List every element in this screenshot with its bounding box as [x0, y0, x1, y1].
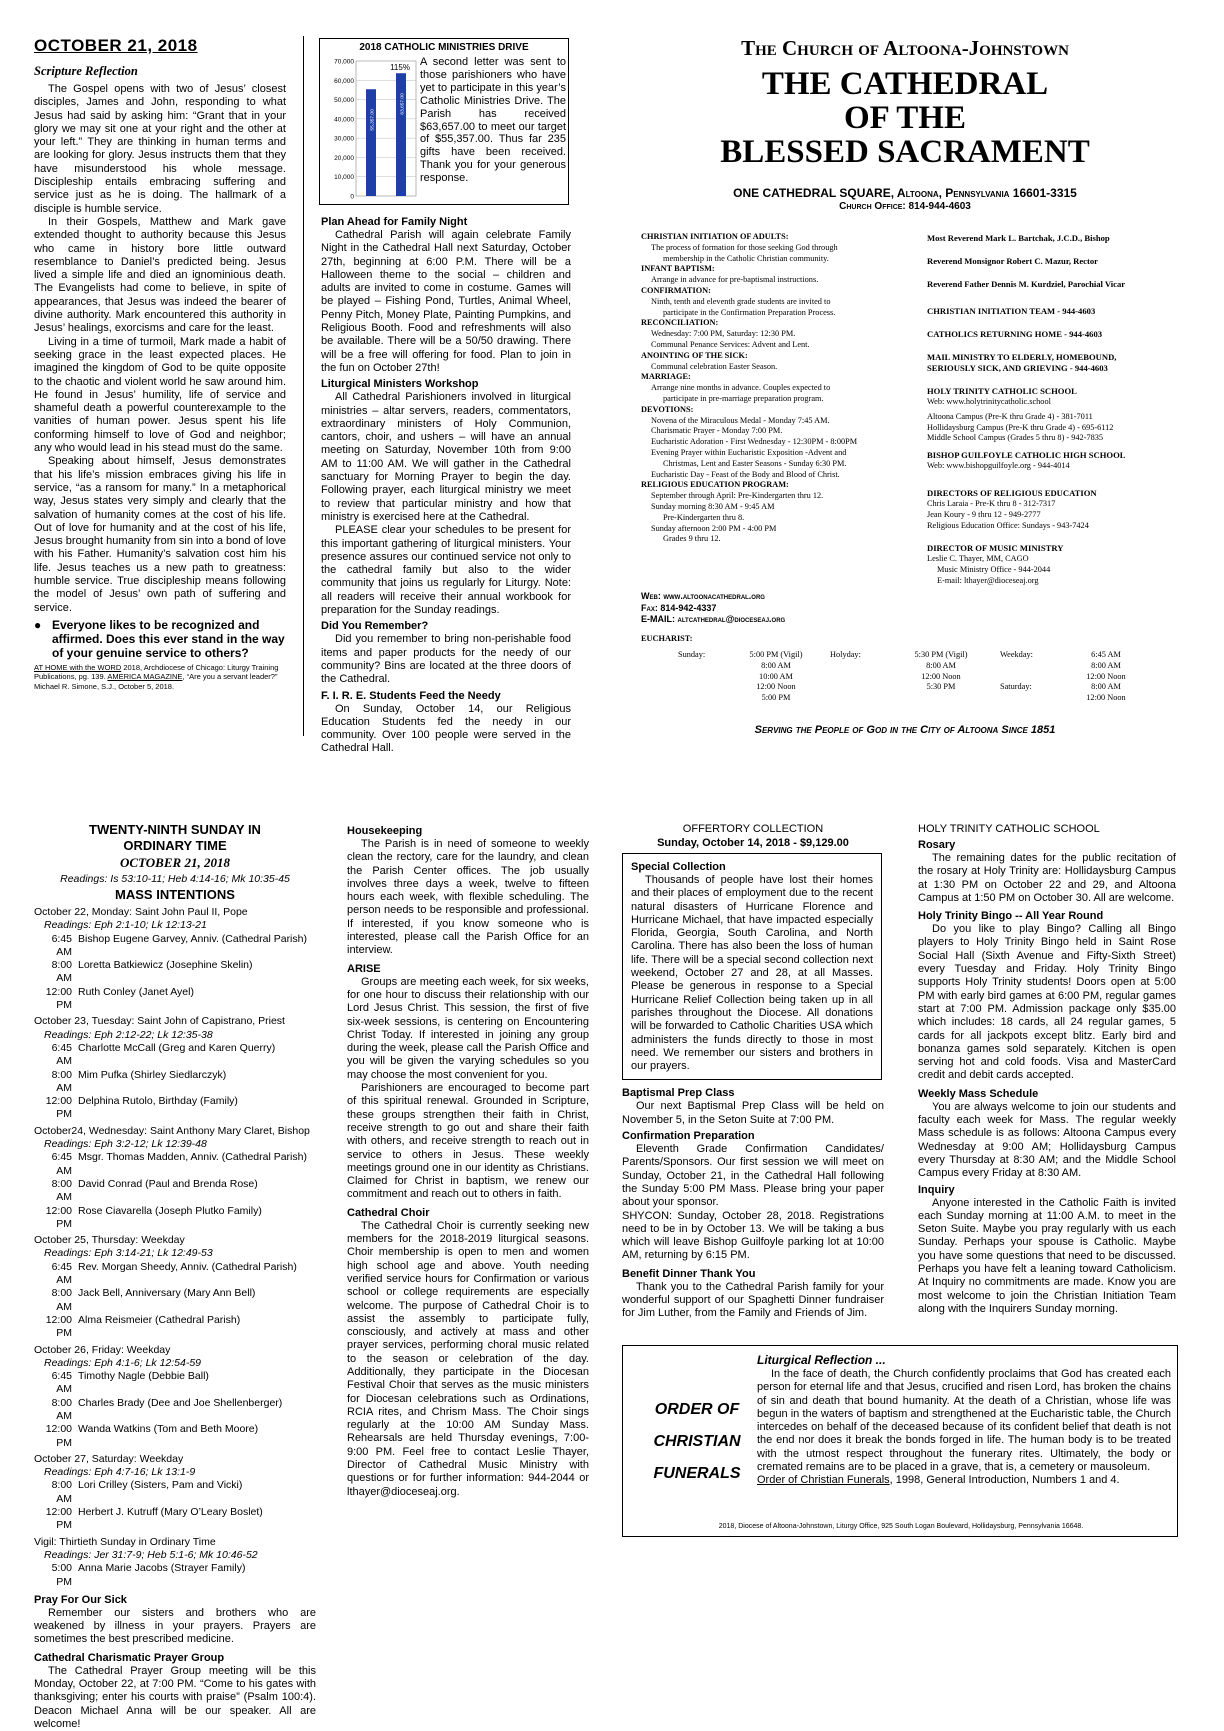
reflection-title: Liturgical Reflection ... [757, 1353, 886, 1367]
mass-row [34, 1370, 316, 1397]
drive-chart [320, 53, 420, 205]
staff-line: Leslie C. Thayer, MM, CAGO [927, 554, 1029, 564]
mass-row [34, 1397, 316, 1424]
staff-heading: SERIOUSLY SICK, AND GRIEVING - 944-4603 [927, 363, 1108, 373]
drive-text: A second letter was sent to those parishioners who have yet to participate in this year’s Catholic Ministries Drive. The Parish has received $63,657.00 to meet our target of $55,357.00. Thus far 235 gifts have been received. Thank you for your generous response. [420, 56, 566, 185]
mass-row [34, 1506, 316, 1533]
eucharist-cell: Holyday: [830, 650, 861, 659]
eucharist-cell: 12:00 Noon [1086, 693, 1126, 703]
staff-line: Middle School Campus (Grades 5 thru 8) - 942-7835 [927, 433, 1104, 443]
baptismal-para: Our next Baptismal Prep Class will be held on November 5, in the Seton Suite at 7:00 PM. [622, 1100, 884, 1126]
section-title: F. I. R. E. Students Feed the Needy [321, 689, 501, 702]
sick-para: Remember our sisters and brothers who are weakened by illness in your prayers. Prayers are sometimes the best prescribed medicine. [34, 1606, 316, 1646]
directory-line: Ninth, tenth and eleventh grade students are invited to [651, 296, 831, 306]
sacraments-directory [641, 232, 931, 545]
eucharist-cell: 5:00 PM [761, 693, 791, 703]
serving-line: Serving the People of God in the City of Altoona Since 1851 [754, 724, 1056, 736]
mass-intention: Loretta Batkiewicz (Josephine Skelin) [78, 959, 253, 972]
y-tick-label: 40,000 [334, 116, 354, 124]
directory-line: Wednesday: 7:00 PM, Saturday: 12:30 PM. [651, 329, 796, 339]
mass-day-readings: Readings: Eph 4:7-16; Lk 13:1-9 [44, 1466, 196, 1479]
staff-heading: Most Reverend Mark L. Bartchak, J.C.D., Bishop [927, 233, 1110, 243]
eucharist-cell [830, 661, 882, 672]
vigil-readings: Readings: Jer 31:7-9; Heb 5:1-6; Mk 10:46-52 [44, 1548, 258, 1561]
mass-row [34, 1205, 316, 1232]
staff-line: Music Ministry Office - 944-2044 [937, 565, 1051, 575]
scripture-para: Speaking about himself, Jesus demonstrates that his life’s mission embraces giving his life in service, “as a ransom for many.” In a metaphorical way, Jesus states very simply and clearly that the salvation of humanity comes at the cost of his life. Out of love for humanity and at the cost of his life, Jesus brought humanity from sin into a bond of love with his Father. Humanity’s salvation cost him his life. Jesus teaches us a new path to greatness: humble service. True discipleship means following the model of Jesus’ own path of suffering and service. [34, 455, 286, 614]
benefit-para: Thank you to the Cathedral Parish family for your wonderful support of our Spaghetti Dinner fundraiser for Jim Luther, from the Family and Friends of Jim. [622, 1280, 884, 1320]
staff-heading: DIRECTORS OF RELIGIOUS EDUCATION [927, 487, 1097, 498]
mass-time: 8:00 AM [51, 1177, 72, 1204]
plot-area [356, 61, 416, 196]
eucharist-row [678, 682, 1136, 693]
cathedral-title: OF THE [844, 100, 966, 136]
directory-heading: ANOINTING OF THE SICK: [641, 350, 748, 360]
announcements-column [321, 213, 571, 756]
directory-line: September through April: Pre-Kindergarten thru 12. [651, 491, 824, 501]
mass-row [34, 959, 316, 986]
special-collection-box [622, 853, 882, 1080]
directory-line: Christmas, Lent and Easter Seasons - Sunday 6:30 PM. [663, 458, 847, 468]
mass-row [34, 1042, 316, 1069]
eucharist-row [678, 650, 1136, 661]
charismatic-para: The Cathedral Prayer Group meeting will be this Monday, October 22, at 7:00 PM. “Come to his gates with thanksgiving; enter his courts with praise” (Psalm 100:4). Deacon Michael Anna will be our speaker. All are welcome! [34, 1664, 316, 1730]
directory-heading: MARRIAGE: [641, 372, 691, 382]
eucharist-cell: 6:45 AM [1091, 650, 1121, 659]
eucharist-cell: 5:30 PM (Vigil) [914, 650, 968, 659]
remember-para: Did you remember to bring non-perishable food items and paper products for the needy of our community? Bins are located at the three doors of the Cathedral. [321, 633, 571, 686]
mass-intention: Msgr. Thomas Madden, Anniv. (Cathedral Parish) [78, 1151, 307, 1164]
staff-line: Hollidaysburg Campus (Pre-K thru Grade 4) - 695-6112 [927, 422, 1114, 432]
y-tick-label: 70,000 [334, 58, 354, 66]
staff-heading: BISHOP GUILFOYLE CATHOLIC HIGH SCHOOL [927, 450, 1126, 461]
directory-heading: CHRISTIAN INITIATION OF ADULTS: [641, 232, 789, 241]
masthead [620, 36, 1190, 213]
eucharist-cell: 5:00 PM (Vigil) [749, 650, 803, 659]
section-title: Cathedral Charismatic Prayer Group [34, 1651, 225, 1664]
mass-day [34, 1344, 316, 1450]
eucharist-cell [678, 693, 722, 704]
section-title: Confirmation Preparation [622, 1130, 755, 1143]
sunday-title: ORDINARY TIME [123, 838, 227, 853]
eucharist-cell [1000, 693, 1076, 704]
ministries-drive-box [319, 38, 569, 205]
y-tick-label: 20,000 [334, 154, 354, 162]
shycon-para: SHYCON: Sunday, October 28, 2018. Registrations need to be in by October 13. We will be taking a bus which will leave Bishop Guilfoyle parking lot at 10:00 AM, returning by 6:15 PM. [622, 1209, 884, 1262]
eucharist-cell [678, 661, 722, 672]
mass-day-title: October 23, Tuesday: Saint John of Capistrano, Priest [34, 1015, 285, 1028]
directory-heading: RECONCILIATION: [641, 318, 719, 328]
percent-annotation: 115% [390, 63, 410, 73]
mass-row [34, 933, 316, 960]
mass-row [34, 1261, 316, 1288]
staff-directory [927, 233, 1197, 587]
eucharist-cell [1000, 661, 1076, 672]
directory-line: participate in pre-marriage preparation program. [663, 393, 824, 403]
mass-row [34, 986, 316, 1013]
mass-time: 6:45 AM [51, 1151, 72, 1177]
reflection-para: In the face of death, the Church confidently proclaims that God has created each person for eternal life and that Jesus, crucified and risen Lord, has broken the chains of sin and death that bound humanity. At the death of a Christian, whose life was begun in the waters of baptism and strengthened at the Eucharistic table, the Church intercedes on behalf of the deceased because of its confident belief that death is not the end nor does it break the bonds forged in life. The human body is to be treated with the utmost respect throughout the funerary rites. Ultimately, the body or cremated remains are to be placed in a grave, that is, a cemetery or mausoleum. [757, 1368, 1171, 1474]
section-title: Weekly Mass Schedule [918, 1087, 1039, 1100]
mass-time: 6:45 AM [51, 932, 72, 958]
mass-intention: Charles Brady (Dee and Joe Shellenberger) [78, 1396, 283, 1409]
mass-day-title: October 25, Thursday: Weekday [34, 1234, 185, 1247]
eucharist-cell: Saturday: [1000, 682, 1032, 692]
cathedral-title: THE CATHEDRAL [761, 66, 1049, 102]
chart-title: 2018 CATHOLIC MINISTRIES DRIVE [359, 42, 529, 53]
mass-time: 8:00 AM [51, 959, 72, 985]
fax-number: Fax: 814-942-4337 [641, 602, 717, 613]
bar-1 [396, 73, 406, 196]
staff-heading: CATHOLICS RETURNING HOME - 944-4603 [927, 329, 1103, 339]
staff-line: Web: www.bishopguilfoyle.org - 944-4014 [927, 461, 1070, 471]
directory-line: Pre-Kindergarten thru 8. [663, 512, 745, 522]
directory-line: Communal celebration Easter Season. [651, 361, 778, 371]
y-tick-label: 50,000 [334, 97, 354, 105]
liturgy-office-footer: 2018, Diocese of Altoona-Johnstown, Liturgy Office, 925 South Logan Boulevard, Hollidaysburg, Pennsylvania 16648. [718, 1523, 1084, 1530]
mass-day [34, 906, 316, 1012]
mass-intention: Rev. Morgan Sheedy, Anniv. (Cathedral Parish) [78, 1260, 297, 1273]
eucharist-row [678, 672, 1136, 683]
church-name: The Church of Altoona-Johnstown [741, 36, 1069, 60]
section-title: Cathedral Choir [347, 1206, 430, 1219]
directory-line: The process of formation for those seeking God through [651, 242, 838, 252]
mass-day-readings: Readings: Eph 3:2-12; Lk 12:39-48 [44, 1138, 207, 1151]
staff-line: E-mail: lthayer@dioceseaj.org [937, 575, 1039, 585]
directory-heading: RELIGIOUS EDUCATION PROGRAM: [641, 480, 789, 490]
staff-heading: Reverend Monsignor Robert C. Mazur, Rector [927, 256, 1098, 266]
staff-heading: HOLY TRINITY CATHOLIC SCHOOL [927, 386, 1077, 396]
sunday-readings: Readings: Is 53:10-11; Heb 4:14-16; Mk 10:35-45 [60, 873, 290, 885]
staff-line: Religious Education Office: Sundays - 943-7424 [927, 520, 1089, 530]
scripture-column [34, 36, 286, 691]
mass-row [34, 1314, 316, 1341]
sunday-date: OCTOBER 21, 2018 [120, 855, 230, 870]
y-tick-label: 60,000 [334, 77, 354, 85]
directory-heading: INFANT BAPTISM: [641, 264, 715, 274]
directory-heading: DEVOTIONS: [641, 404, 694, 414]
school-column [918, 822, 1176, 1316]
liturgical-reflection-box [622, 1345, 1178, 1537]
mass-row [34, 1479, 316, 1506]
mass-row [34, 1069, 316, 1096]
directory-line: Novena of the Miraculous Medal - Monday 7:45 AM. [651, 415, 830, 425]
workshop-para: All Cathedral Parishioners involved in liturgical ministries – altar servers, readers, commentators, extraordinary ministers of Holy Communion, cantors, choir, and ushers – will have an annual meeting on Saturday, November 10th from 9:00 AM to 11:00 AM. We will gather in the Cathedral sanctuary for Morning Prayer to begin the day. Following prayer, each liturgical ministry we meet to review that particular ministry and how that ministry is exercised here at the Cathedral. [321, 391, 571, 523]
reflection-citation: Order of Christian Funerals, 1998, General Introduction, Numbers 1 and 4. [757, 1474, 1120, 1487]
staff-heading: CHRISTIAN INITIATION TEAM - 944-4603 [927, 306, 1096, 316]
vigil-line: Vigil: Thirtieth Sunday in Ordinary Time [34, 1535, 216, 1548]
section-title: Liturgical Ministers Workshop [321, 378, 479, 391]
directory-line: Evening Prayer within Eucharistic Exposition -Advent and [651, 447, 847, 457]
mass-time: 6:45 AM [51, 1370, 72, 1396]
mass-row [34, 1287, 316, 1314]
mass-row [34, 1095, 316, 1122]
directory-line: participate in the Confirmation Preparation Process. [663, 307, 836, 317]
mass-day [34, 1453, 316, 1533]
staff-heading: DIRECTOR OF MUSIC MINISTRY [927, 543, 1064, 554]
y-tick-label: 30,000 [334, 135, 354, 143]
eucharist-cell [678, 672, 722, 683]
scripture-para: The Gospel opens with two of Jesus’ closest disciples, James and John, responding to what Jesus had said by asking him: “Grant that in your glory we may sit one at your right and the other at your left.” They are thinking in human terms and are looking for glory. Jesus instructs them that they have misunderstood his whole message. Discipleship entails embracing suffering and service just as he is doing. The hallmark of a disciple is humble service. [34, 83, 286, 215]
mass-day-readings: Readings: Eph 2:12-22; Lk 12:35-38 [44, 1028, 213, 1041]
school-title: HOLY TRINITY CATHOLIC SCHOOL [918, 823, 1100, 835]
eucharist-row [678, 661, 1136, 672]
mass-day [34, 1125, 316, 1231]
directory-line: membership in the Catholic Christian community. [663, 253, 829, 263]
directory-line: Eucharistic Day - Feast of the Body and Blood of Christ. [651, 469, 840, 479]
directory-line: Charismatic Prayer - Monday 7:00 PM. [651, 426, 783, 436]
eucharist-cell: 8:00 AM [926, 660, 956, 670]
rosary-para: The remaining dates for the public recitation of the rosary at Holy Trinity are: Hollidaysburg Campus at 1:30 PM on October 22 and 29, and Altoona Campus at 1:50 PM on October 30. All are welcome. [918, 852, 1176, 904]
section-title: Did You Remember? [321, 620, 429, 633]
mass-day [34, 1234, 316, 1340]
mass-intention: Jack Bell, Anniversary (Mary Ann Bell) [78, 1287, 256, 1300]
fire-para: On Sunday, October 14, our Religious Education Students fed the needy in our community. Over 100 people were served in the Cathedral Hall. [321, 702, 571, 755]
family-night-para: Cathedral Parish will again celebrate Family Night in the Cathedral Hall next Saturday, October 27th, beginning at 6:00 P.M. There will be a Halloween theme to the social – children and adults are invited to come in costume. Games will be played – Fishing Pond, Turtles, Animal Wheel, Penny Pitch, Money Plate, Painting Pumpkins, and Religious Booth. Food and refreshments will also be available. There will be a 50/50 drawing. There will be a free will offering for food. Plan to join in the fun on October 27th! [321, 229, 571, 374]
mass-day-readings: Readings: Eph 3:14-21; Lk 12:49-53 [44, 1247, 213, 1260]
bar-value-label: 55,357.00 [370, 109, 376, 131]
mass-row [34, 1423, 316, 1450]
weekly-mass-para: You are always welcome to join our students and faculty each week for Mass. The regular weekly Mass schedule is as follows: Altoona Campus every Wednesday at 9:00 AM; Hollidaysburg Campus every Thursday at 8:30 AM; and the Middle School Campus every Friday at 8:30 AM. [918, 1100, 1176, 1180]
section-title: Benefit Dinner Thank You [622, 1267, 756, 1280]
staff-line: Chris Laraia - Pre-K thru 8 - 312-7317 [927, 498, 1056, 508]
section-title: Holy Trinity Bingo -- All Year Round [918, 910, 1104, 923]
eucharist-cell [882, 693, 1000, 704]
mass-day-readings: Readings: Eph 2:1-10; Lk 12:13-21 [44, 919, 207, 932]
eucharist-schedule [678, 650, 1136, 704]
mass-day-title: October 22, Monday: Saint John Paul II, Pope [34, 906, 248, 918]
mass-time: 6:45 AM [51, 1041, 72, 1068]
eucharist-cell: 12:00 Noon [756, 682, 796, 692]
parish-notes-column [347, 822, 589, 1499]
staff-heading: Reverend Father Dennis M. Kurdziel, Parochial Vicar [927, 279, 1126, 289]
staff-line: Altoona Campus (Pre-K thru Grade 4) - 381-7011 [927, 411, 1093, 421]
staff-line: Jean Koury - 9 thru 12 - 949-2777 [927, 509, 1041, 519]
mass-time: 6:45 AM [51, 1260, 72, 1287]
church-address: ONE CATHEDRAL SQUARE, Altoona, Pennsylvania 16601-3315 [733, 186, 1077, 200]
eucharist-cell [830, 672, 882, 683]
eucharist-cell: 8:00 AM [1091, 660, 1121, 670]
mass-intention: Wanda Watkins (Tom and Beth Moore) [78, 1423, 259, 1436]
mass-intention: Ruth Conley (Janet Ayel) [78, 985, 194, 998]
mass-intention: Bishop Eugene Garvey, Anniv. (Cathedral Parish) [78, 932, 307, 945]
web-link[interactable]: Web: www.altoonacathedral.org [641, 591, 765, 601]
bullet-icon: ● [34, 617, 42, 632]
eucharist-cell: 5:30 PM [926, 682, 956, 692]
offertory-title: OFFERTORY COLLECTION [682, 823, 824, 835]
mass-time: 8:00 AM [51, 1068, 72, 1094]
mass-time: 8:00 AM [51, 1479, 72, 1505]
scripture-para: Living in a time of turmoil, Mark made a habit of seeking grace in the least expected places. He imagined the kingdom of God to be quite opposite to the chaotic and violent world he saw around him. He found in Jesus’ humility, life of service and shameful death a powerful counterexample to the vanities of human power. Jesus spent his life conforming himself to love of God and neighbor; any who would lead in his stead must do the same. [34, 335, 286, 455]
eucharist-cell [678, 682, 722, 693]
column-divider [303, 36, 304, 736]
church-office: Church Office: 814-944-4603 [839, 201, 971, 212]
directory-line: Arrange in advance for pre-baptismal instructions. [651, 275, 819, 285]
mass-day-title: October24, Wednesday: Saint Anthony Mary Claret, Bishop [34, 1124, 310, 1137]
choir-para: The Cathedral Choir is currently seeking new members for the 2018-2019 liturgical seasons. Choir membership is open to men and women high school age and above. Youth needing verified service hours for Confirmation or various school or college requirements are especially welcome. The purpose of Cathedral Choir is to assist the assembly to participate fully, consciously, and actively at mass and other prayer services, performing choral music related to the season or celebration of the day. Additionally, they participate in the Diocesan Festival Choir that serves as the music ministers for Diocesan celebrations such as Ordinations, RCIA rites, and Chrism Mass. The Choir sings regularly at the 10:00 AM Sunday Mass. Rehearsals are held Thursday evenings, 7:00-9:00 PM. Feel free to contact Leslie Thayer, Director of Cathedral Music Ministry with questions or for further information: 944-2044 or lthayer@dioceseaj.org. [347, 1219, 589, 1498]
mass-intention: Herbert J. Kutruff (Mary O’Leary Boslet) [78, 1506, 263, 1519]
contact-block [641, 591, 785, 626]
mass-time: 12:00 PM [45, 1506, 72, 1532]
reflection-question: ● Everyone likes to be recognized and affirmed. Does this ever stand in the way of your genuine service to others? [34, 617, 285, 660]
scripture-para: In their Gospels, Matthew and Mark gave extended thought to authority because this Jesus who came in history bore little outward resemblance to Daniel’s predicted being. Jesus lived a simple life and died an ignominious death. The Evangelists had come to believe, in spite of appearances, that Jesus was indeed the bearer of divine authority. Mark encountered this authority in Jesus’ healings, exorcisms and care for the least. [34, 215, 286, 335]
eucharist-cell [1000, 672, 1076, 683]
bingo-para: Do you like to play Bingo? Calling all Bingo players to Holy Trinity Bingo held in Saint Rose Social Hall (Sixth Avenue and Fifty-Sixth Street) every Tuesday and Friday. Holy Trinity Bingo supports Holy Trinity students! Doors open at 5:00 PM with early bird games at 6:00 PM, regular games start at 7:00 PM. Admission package only $35.00 which includes: 18 cards, all 24 regular games, 5 cards for all jackpots except blitz. Early bird and bonanza games sold separately. Kitchen is open serving hot and cold foods. Visa and MasterCard credit and debit cards accepted. [918, 923, 1176, 1082]
mass-day-readings: Readings: Eph 4:1-6; Lk 12:54-59 [44, 1356, 202, 1369]
section-title: Plan Ahead for Family Night [321, 216, 468, 228]
funerals-side-title: ORDER OF CHRISTIAN FUNERALS [653, 1401, 741, 1482]
mass-row [34, 1178, 316, 1205]
eucharist-cell: Sunday: [678, 650, 706, 659]
section-title: Pray For Our Sick [34, 1593, 127, 1606]
directory-line: Grades 9 thru 12. [663, 534, 721, 544]
y-tick-label: 10,000 [334, 174, 354, 182]
sunday-title: TWENTY-NINTH SUNDAY IN [89, 822, 261, 837]
bar-value-label: 63,657.00 [400, 93, 406, 115]
section-title: Special Collection [631, 861, 726, 873]
mass-intention: Rose Ciavarella (Joseph Plutko Family) [78, 1204, 262, 1217]
offertory-column [622, 822, 884, 1321]
mass-days [34, 906, 316, 1533]
mass-day [34, 1015, 316, 1121]
arise-para: Parishioners are encouraged to become part of this spiritual renewal. Grounded in Scripture, these groups strengthen their faith in Christ, receive strength to go out and share their faith with others, and receive strength to reach out in service to others in Jesus. These weekly meetings ground one in our identity as Christians. Claimed for Christ in baptism, we renew our commitment and reach out to others in faith. [347, 1082, 589, 1201]
section-title: Rosary [918, 839, 956, 851]
section-title: Baptismal Prep Class [622, 1087, 735, 1100]
mass-intentions-heading: MASS INTENTIONS [115, 887, 235, 902]
confirmation-para: Eleventh Grade Confirmation Candidates/ Parents/Sponsors. Our first session we will meet on Sunday, October 21, in the Cathedral Hall following the Sunday 5:00 PM Mass. Please bring your paper about your sponsor. [622, 1143, 884, 1209]
directory-line: Sunday morning 8:30 AM - 9:45 AM [651, 501, 775, 511]
eucharist-cell: 12:00 Noon [921, 671, 961, 681]
scripture-heading: Scripture Reflection [34, 64, 138, 78]
mass-intention: Delphina Rutolo, Birthday (Family) [78, 1095, 238, 1108]
mass-row [34, 1151, 316, 1178]
mass-time: 8:00 AM [51, 1287, 72, 1313]
y-tick-label: 0 [350, 193, 354, 201]
mass-intention: Timothy Nagle (Debbie Ball) [78, 1370, 209, 1383]
bar-0 [366, 89, 376, 196]
mass-day-title: October 27, Saturday: Weekday [34, 1452, 184, 1465]
eucharist-label: EUCHARIST: [641, 634, 693, 643]
mass-time: 12:00 PM [45, 1095, 72, 1121]
eucharist-cell: 8:00 AM [1091, 682, 1121, 692]
mass-intention: Charlotte McCall (Greg and Karen Querry) [78, 1041, 276, 1054]
offertory-amount: Sunday, October 14, 2018 - $9,129.00 [657, 837, 849, 849]
email-link[interactable]: E-MAIL: altcathedral@dioceseaj.org [641, 614, 786, 624]
staff-line: Web: www.holytrinitycatholic.school [927, 397, 1051, 406]
mass-intention: Lori Crilley (Sisters, Pam and Vicki) [78, 1479, 243, 1492]
eucharist-cell [830, 693, 882, 704]
workshop-para: PLEASE clear your schedules to be present for this important gathering of liturgical ministers. Your presence assures our continued service not only to the cathedral family but also to the wider community that joins us regularly for Liturgy. Note: all readers will receive their annual workbook for preparation for the Sunday readings. [321, 524, 571, 617]
arise-para: Groups are meeting each week, for six weeks, for one hour to discuss their relationship with our Lord Jesus Christ. This session, the first of five six-week sessions, is centering on Encountering Christ Today. If interested in joining any group during the week, please call the Parish Office and you will be given the varying schedules so you may choose the most convenient for you. [347, 975, 589, 1081]
mass-time: 8:00 AM [51, 1396, 72, 1422]
eucharist-row [678, 693, 1136, 704]
section-title: ARISE [347, 962, 381, 975]
mass-time: 12:00 PM [45, 1313, 72, 1340]
mass-intention: David Conrad (Paul and Brenda Rose) [78, 1177, 258, 1190]
mass-intention: Alma Reismeier (Cathedral Parish) [78, 1313, 241, 1326]
mass-row: 5:00 PM Anna Marie Jacobs (Strayer Family) [51, 1562, 246, 1588]
mass-intentions-column [34, 822, 316, 1731]
mass-intention: Mim Pufka (Shirley Siedlarczyk) [78, 1068, 227, 1081]
directory-line: Eucharistic Adoration - First Wednesday - 12:30PM - 8:00PM [651, 437, 858, 447]
special-collection-para: Thousands of people have lost their homes and their places of employment due to the recent natural disasters of Hurricane Florence and Hurricane Michael, that have impacted especially Florida, Georgia, South Carolina, and North Carolina. There has also been the loss of human life. There will be a special second collection next weekend, October 27 and 28, at all Masses. Please be generous in response to a Special Hurricane Relief Collection being taken up in all parishes throughout the Diocese. All donations will be forwarded to Catholic Charities USA which administers the funds directly to those in most need. We remember our sisters and brothers in our prayers. [631, 874, 873, 1073]
housekeeping-para: The Parish is in need of someone to weekly clean the rectory, care for the laundry, and clean the Parish Center offices. The job usually involves three days a week, twelve to fifteen hours each week, with flexible scheduling. The person needs to be responsible and professional. If interested, if you know someone who is interested, please call the Parish Office for an interview. [347, 838, 589, 957]
directory-heading: CONFIRMATION: [641, 285, 711, 295]
bulletin-date: OCTOBER 21, 2018 [34, 36, 198, 55]
cathedral-title: BLESSED SACRAMENT [720, 134, 1090, 170]
staff-heading: MAIL MINISTRY TO ELDERLY, HOMEBOUND, [927, 352, 1117, 362]
section-title: Housekeeping [347, 825, 423, 837]
mass-time: 12:00 PM [45, 985, 72, 1012]
citation: AT HOME with the WORD 2018, Archdiocese of Chicago: Liturgy Training Publications, pg. 139. AMERICA MAGAZINE, “Are you a servant leader?” Michael R. Simone, S.J., October 5, 2018. [34, 662, 279, 691]
mass-day-title: October 26, Friday: Weekday [34, 1343, 171, 1356]
eucharist-cell: Weekday: [1000, 650, 1033, 659]
inquiry-para: Anyone interested in the Catholic Faith is invited each Sunday morning at 11:00 A.M. to meet in the Seton Suite. Maybe you pray regularly with us each Sunday. Perhaps your spouse is Catholic. Maybe you have some questions that need to be discussed. Perhaps you have felt a leaning toward Catholicism. At Inquiry no commitments are made. Know you are most welcome to join the Christian Initiation Team along with the Inquirers Sunday morning. [918, 1196, 1176, 1315]
eucharist-cell: 10:00 AM [759, 671, 793, 681]
mass-time: 12:00 PM [45, 1423, 72, 1449]
section-title: Inquiry [918, 1183, 955, 1196]
eucharist-cell [830, 682, 882, 693]
directory-line: Communal Penance Services: Advent and Lent. [651, 339, 810, 349]
directory-line: Sunday afternoon 2:00 PM - 4:00 PM [651, 523, 777, 533]
directory-line: Arrange nine months in advance. Couples expected to [651, 383, 831, 393]
eucharist-cell: 8:00 AM [761, 660, 791, 670]
mass-time: 12:00 PM [45, 1204, 72, 1230]
eucharist-cell: 12:00 Noon [1086, 671, 1126, 681]
